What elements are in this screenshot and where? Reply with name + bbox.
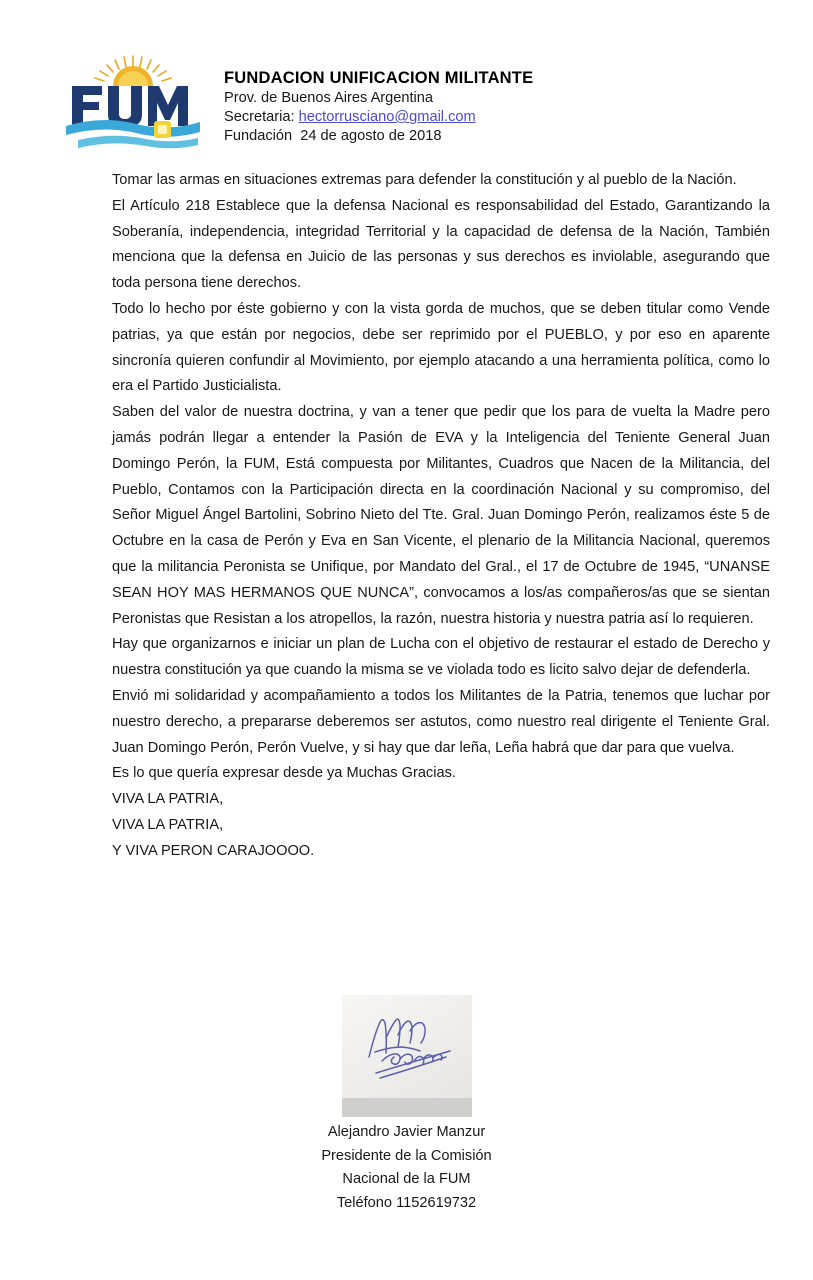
fum-logo — [58, 52, 208, 152]
secretary-label: Secretaria: — [224, 109, 295, 125]
closing-line: Y VIVA PERON CARAJOOOO. — [112, 842, 315, 859]
org-name: FUNDACION UNIFICACION MILITANTE — [224, 69, 534, 87]
body-paragraph: Hay que organizarnos e iniciar un plan de Lucha con el objetivo de restaurar el estado de Derecho y nuestra constitución ya que cuando la misma se ve violada todo es licito salvo dejar de defenderla. — [112, 636, 770, 679]
organization-info — [224, 69, 644, 145]
letter-body — [112, 168, 770, 865]
closing-line: VIVA LA PATRIA, — [112, 816, 224, 833]
signature-image-shadow — [342, 1098, 472, 1117]
body-paragraph: Envió mi solidaridad y acompañamiento a todos los Militantes de la Patria, tenemos que luchar por nuestro derecho, a prepararse deberemos ser astutos, como nuestro real dirigente el Teniente Gral. Juan Domingo Perón, Perón Vuelve, y si hay que dar leña, Leña habrá que dar para que vuelva. — [112, 687, 770, 756]
body-paragraph: El Artículo 218 Establece que la defensa Nacional es responsabilidad del Estado, Garantizando la Soberanía, independencia, integridad Territorial y la capacidad de defensa de la Nación, También menciona que la defensa en Juicio de las personas y sus derechos es inviolable, asegurando que toda persona tiene derechos. — [112, 197, 770, 292]
org-secretary-line — [224, 108, 644, 126]
signature-footer — [0, 1121, 813, 1215]
foundation-date: 24 de agosto de 2018 — [300, 128, 442, 144]
body-paragraph: Tomar las armas en situaciones extremas para defender la constitución y al pueblo de la Nación. — [112, 172, 737, 188]
body-paragraph: Saben del valor de nuestra doctrina, y van a tener que pedir que los para de vuelta la Madre pero jamás podrán llegar a entender la Pasión de EVA y la Inteligencia del Teniente General Juan Domingo Perón, la FUM, Está compuesta por Militantes, Cuadros que Nacen de la Militancia, del Pueblo, Contamos con la Participación directa en la coordinación Nacional y su compromiso, del Señor Miguel Ángel Bartolini, Sobrino Nieto del Tte. Gral. Juan Domingo Perón, realizamos éste 5 de Octubre en la casa de Perón y Eva en San Vicente, el plenario de la Militancia Nacional, queremos que la militancia Peronista se Unifique, por Mandato del Gral., el 17 de Octubre de 1945, “UNANSE SEAN HOY MAS HERMANOS QUE NUNCA”, convocamos a los/as compañeros/as que se sientan Peronistas que Resistan a los atropellos, la razón, nuestra historia y nuestra patria así lo requieren. — [112, 404, 770, 627]
signer-role-line-2: Nacional de la FUM — [342, 1171, 471, 1187]
signature-image — [342, 995, 472, 1117]
signer-name: Alejandro Javier Manzur — [327, 1124, 486, 1140]
letterhead — [0, 48, 813, 158]
org-foundation-line — [224, 127, 644, 145]
secretary-email-link[interactable]: hectorrusciano@gmail.com — [298, 109, 476, 125]
signature-ink — [342, 995, 472, 1098]
signature-area — [0, 995, 813, 1122]
foundation-label: Fundación — [224, 128, 293, 144]
body-paragraph: Todo lo hecho por éste gobierno y con la vista gorda de muchos, que se deben titular como Vende patrias, ya que están por negocios, debe ser reprimido por el PUEBLO, y por eso en aparente sincronía quieren confundir al Movimiento, por ejemplo atacando a una herramienta política, como lo era el Partido Justicialista. — [112, 300, 770, 395]
org-location: Prov. de Buenos Aires Argentina — [224, 90, 434, 106]
signer-role-line-1: Presidente de la Comisión — [321, 1147, 492, 1164]
closing-line: VIVA LA PATRIA, — [112, 791, 224, 808]
fum-logo-graphic — [58, 52, 208, 152]
signer-phone: Teléfono 1152619732 — [336, 1194, 477, 1211]
closing-line: Es lo que quería expresar desde ya Muchas Gracias. — [112, 765, 456, 782]
